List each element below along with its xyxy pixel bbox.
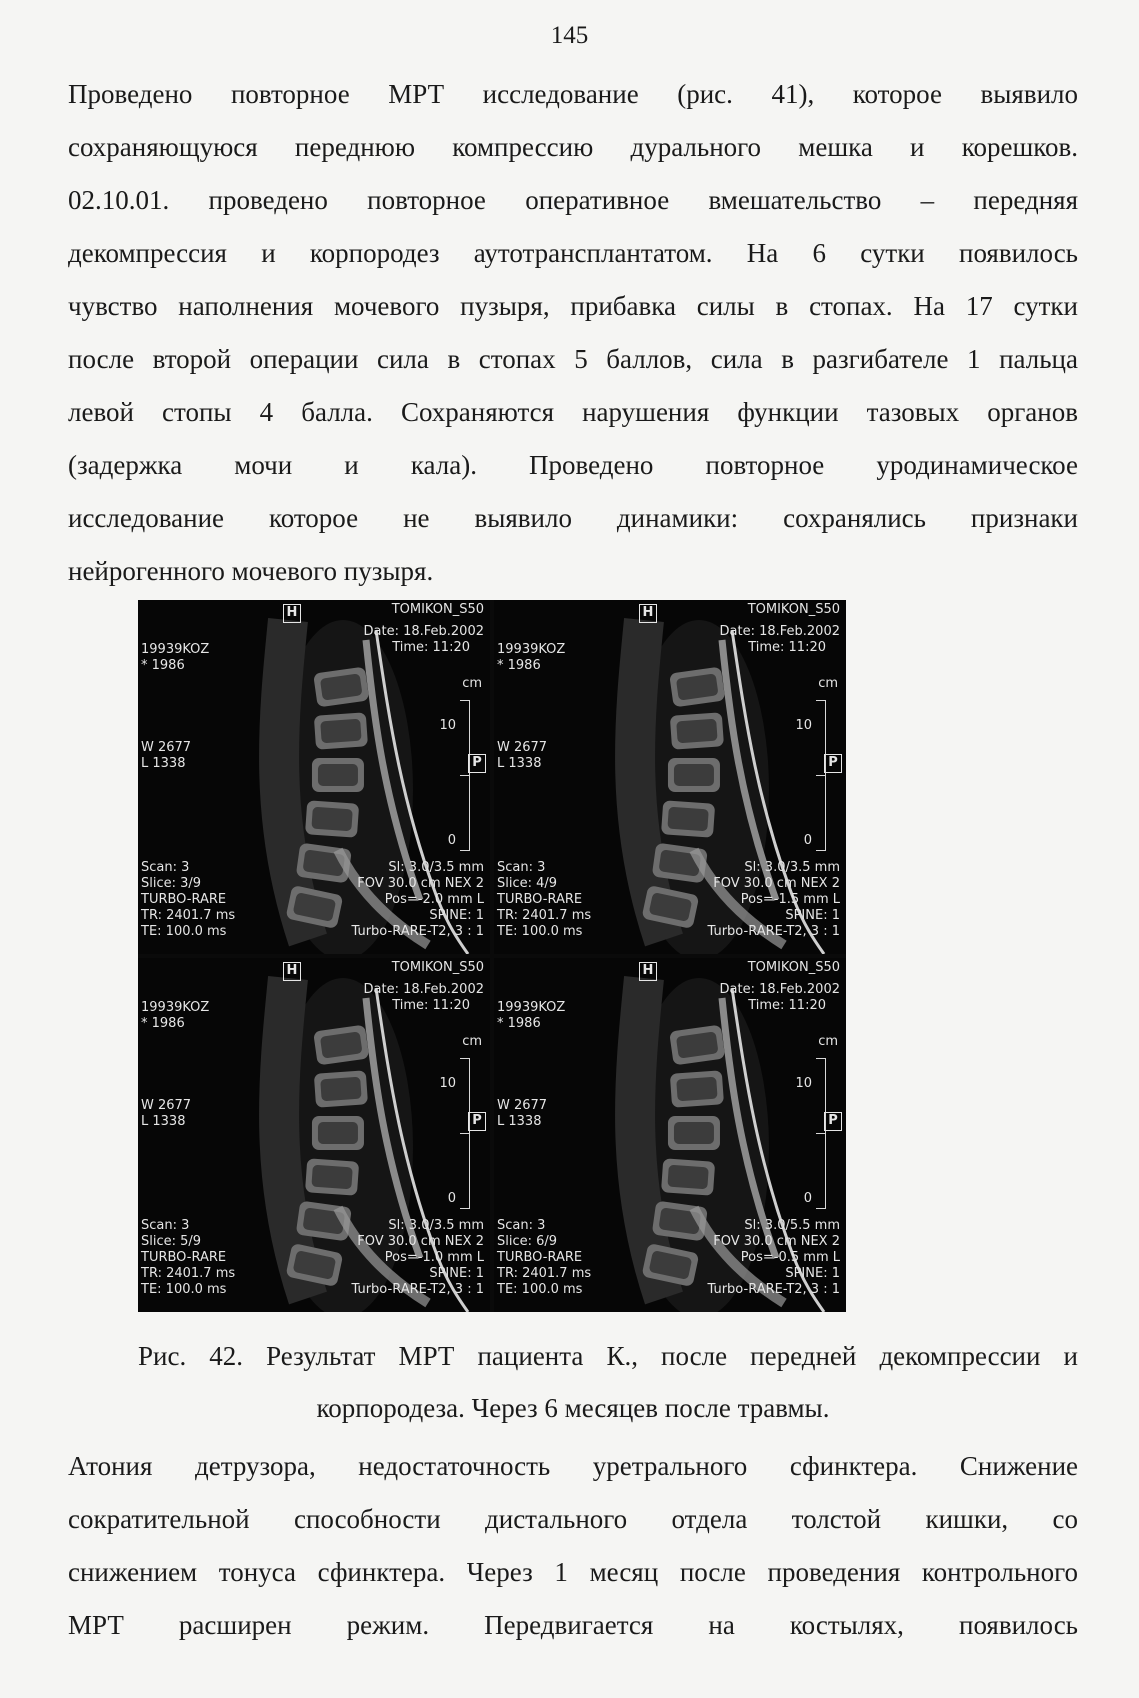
scale-0-label: 0 xyxy=(447,833,456,848)
te-label: TE: 100.0 ms xyxy=(497,1282,583,1297)
patient-id: 19939KOZ xyxy=(141,642,210,657)
scan-label: Scan: 3 xyxy=(497,860,546,875)
text-line: левой стопы 4 балла. Сохраняются нарушения функции тазовых органов xyxy=(68,397,1078,427)
scale-0-label: 0 xyxy=(803,1191,812,1206)
te-label: TE: 100.0 ms xyxy=(497,924,583,939)
sequence-label: TURBO-RARE xyxy=(141,1250,227,1265)
mri-panel xyxy=(138,958,490,1312)
patient-id: 19939KOZ xyxy=(497,1000,566,1015)
text-line: декомпрессия и корпородез аутотрансплантатом. На 6 сутки появилось xyxy=(68,238,1078,268)
scan-label: Scan: 3 xyxy=(497,1218,546,1233)
text-line: чувство наполнения мочевого пузыря, прибавка силы в стопах. На 17 сутки xyxy=(68,291,1078,321)
window-level: L 1338 xyxy=(497,1114,542,1129)
fov-label: FOV 30.0 cm NEX 2 xyxy=(357,1234,484,1249)
h-marker: H xyxy=(639,604,657,623)
scale-tick xyxy=(816,850,826,851)
p-marker: P xyxy=(468,754,486,773)
time-label: Time: 11:20 xyxy=(748,640,826,655)
birth-year: * 1986 xyxy=(497,1016,541,1031)
station-label: TOMIKON_S50 xyxy=(391,960,484,975)
caption-line-1: Рис. 42. Результат МРТ пациента К., после передней декомпрессии и xyxy=(138,1341,1078,1371)
protocol-label: Turbo-RARE-T2, 3 : 1 xyxy=(707,1282,840,1297)
slice-label: Slice: 3/9 xyxy=(141,876,202,891)
slice-label: Slice: 5/9 xyxy=(141,1234,202,1249)
scale-tick xyxy=(460,850,470,851)
h-marker: H xyxy=(639,962,657,981)
te-label: TE: 100.0 ms xyxy=(141,924,227,939)
spine-label: SPINE: 1 xyxy=(785,908,840,923)
h-marker: H xyxy=(283,604,301,623)
sequence-label: TURBO-RARE xyxy=(497,892,583,907)
fov-label: FOV 30.0 cm NEX 2 xyxy=(357,876,484,891)
mri-figure xyxy=(138,600,846,1312)
time-label: Time: 11:20 xyxy=(748,998,826,1013)
text-line: Проведено повторное МРТ исследование (рис. 41), которое выявило xyxy=(68,79,1078,109)
page-number: 145 xyxy=(550,22,589,49)
scale-tick xyxy=(460,1133,470,1134)
position-label: Pos=-1.5 mm L xyxy=(740,892,840,907)
p-marker: P xyxy=(824,1112,842,1131)
scale-unit: cm xyxy=(462,676,482,691)
mri-panel xyxy=(494,600,846,954)
scale-tick xyxy=(816,775,826,776)
scale-unit: cm xyxy=(818,1034,838,1049)
patient-id: 19939KOZ xyxy=(141,1000,210,1015)
station-label: TOMIKON_S50 xyxy=(391,602,484,617)
caption-line-2: корпородеза. Через 6 месяцев после травмы. xyxy=(316,1393,830,1423)
patient-id: 19939KOZ xyxy=(497,642,566,657)
protocol-label: Turbo-RARE-T2, 3 : 1 xyxy=(707,924,840,939)
scale-tick xyxy=(816,700,826,701)
p-marker: P xyxy=(824,754,842,773)
sequence-label: TURBO-RARE xyxy=(141,892,227,907)
date-label: Date: 18.Feb.2002 xyxy=(719,982,840,997)
fov-label: FOV 30.0 cm NEX 2 xyxy=(713,876,840,891)
p-marker: P xyxy=(468,1112,486,1131)
station-label: TOMIKON_S50 xyxy=(747,602,840,617)
spine-label: SPINE: 1 xyxy=(785,1266,840,1281)
birth-year: * 1986 xyxy=(141,658,185,673)
te-label: TE: 100.0 ms xyxy=(141,1282,227,1297)
window-width: W 2677 xyxy=(141,740,192,755)
date-label: Date: 18.Feb.2002 xyxy=(363,982,484,997)
window-width: W 2677 xyxy=(497,1098,548,1113)
window-width: W 2677 xyxy=(497,740,548,755)
slice-thickness: Sl: 3.0/3.5 mm xyxy=(388,1218,484,1233)
paragraph-1 xyxy=(68,68,1078,598)
scale-10-label: 10 xyxy=(795,1076,812,1091)
text-line: снижением тонуса сфинктера. Через 1 месяц после проведения контрольного xyxy=(68,1557,1078,1587)
sequence-label: TURBO-RARE xyxy=(497,1250,583,1265)
slice-thickness: Sl: 3.0/3.5 mm xyxy=(388,860,484,875)
text-line: сократительной способности дистального отдела толстой кишки, со xyxy=(68,1504,1078,1534)
text-line: 02.10.01. проведено повторное оперативное вмешательство – передняя xyxy=(68,185,1078,215)
slice-thickness: Sl: 3.0/5.5 mm xyxy=(744,1218,840,1233)
text-line: после второй операции сила в стопах 5 баллов, сила в разгибателе 1 пальца xyxy=(68,344,1078,374)
protocol-label: Turbo-RARE-T2, 3 : 1 xyxy=(351,1282,484,1297)
window-level: L 1338 xyxy=(141,1114,186,1129)
text-line: нейрогенного мочевого пузыря. xyxy=(68,556,434,586)
fov-label: FOV 30.0 cm NEX 2 xyxy=(713,1234,840,1249)
scale-tick xyxy=(460,700,470,701)
time-label: Time: 11:20 xyxy=(392,640,470,655)
scale-10-label: 10 xyxy=(439,718,456,733)
tr-label: TR: 2401.7 ms xyxy=(497,908,592,923)
date-label: Date: 18.Feb.2002 xyxy=(363,624,484,639)
tr-label: TR: 2401.7 ms xyxy=(141,908,236,923)
position-label: Pos=-0.5 mm L xyxy=(740,1250,840,1265)
scale-tick xyxy=(460,775,470,776)
slice-label: Slice: 4/9 xyxy=(497,876,558,891)
window-level: L 1338 xyxy=(141,756,186,771)
text-line: МРТ расширен режим. Передвигается на костылях, появилось xyxy=(68,1610,1078,1640)
position-label: Pos=-2.0 mm L xyxy=(384,892,484,907)
scale-10-label: 10 xyxy=(795,718,812,733)
tr-label: TR: 2401.7 ms xyxy=(141,1266,236,1281)
paragraph-2 xyxy=(68,1440,1078,1652)
window-width: W 2677 xyxy=(141,1098,192,1113)
birth-year: * 1986 xyxy=(141,1016,185,1031)
scale-unit: cm xyxy=(818,676,838,691)
scale-10-label: 10 xyxy=(439,1076,456,1091)
scan-label: Scan: 3 xyxy=(141,860,190,875)
mri-panel xyxy=(138,600,490,954)
mri-panel xyxy=(494,958,846,1312)
scale-unit: cm xyxy=(462,1034,482,1049)
window-level: L 1338 xyxy=(497,756,542,771)
scale-tick xyxy=(816,1133,826,1134)
slice-thickness: Sl: 3.0/3.5 mm xyxy=(744,860,840,875)
spine-label: SPINE: 1 xyxy=(429,1266,484,1281)
text-line: (задержка мочи и кала). Проведено повторное уродинамическое xyxy=(68,450,1078,480)
scan-label: Scan: 3 xyxy=(141,1218,190,1233)
scale-tick xyxy=(816,1058,826,1059)
station-label: TOMIKON_S50 xyxy=(747,960,840,975)
birth-year: * 1986 xyxy=(497,658,541,673)
scale-0-label: 0 xyxy=(803,833,812,848)
scale-tick xyxy=(460,1208,470,1209)
scale-tick xyxy=(816,1208,826,1209)
scale-0-label: 0 xyxy=(447,1191,456,1206)
slice-label: Slice: 6/9 xyxy=(497,1234,558,1249)
h-marker: H xyxy=(283,962,301,981)
text-line: исследование которое не выявило динамики: сохранялись признаки xyxy=(68,503,1078,533)
protocol-label: Turbo-RARE-T2, 3 : 1 xyxy=(351,924,484,939)
scale-tick xyxy=(460,1058,470,1059)
tr-label: TR: 2401.7 ms xyxy=(497,1266,592,1281)
time-label: Time: 11:20 xyxy=(392,998,470,1013)
text-line: сохраняющуюся переднюю компрессию дурального мешка и корешков. xyxy=(68,132,1078,162)
date-label: Date: 18.Feb.2002 xyxy=(719,624,840,639)
text-line: Атония детрузора, недостаточность уретрального сфинктера. Снижение xyxy=(68,1451,1078,1481)
position-label: Pos=-1.0 mm L xyxy=(384,1250,484,1265)
spine-label: SPINE: 1 xyxy=(429,908,484,923)
